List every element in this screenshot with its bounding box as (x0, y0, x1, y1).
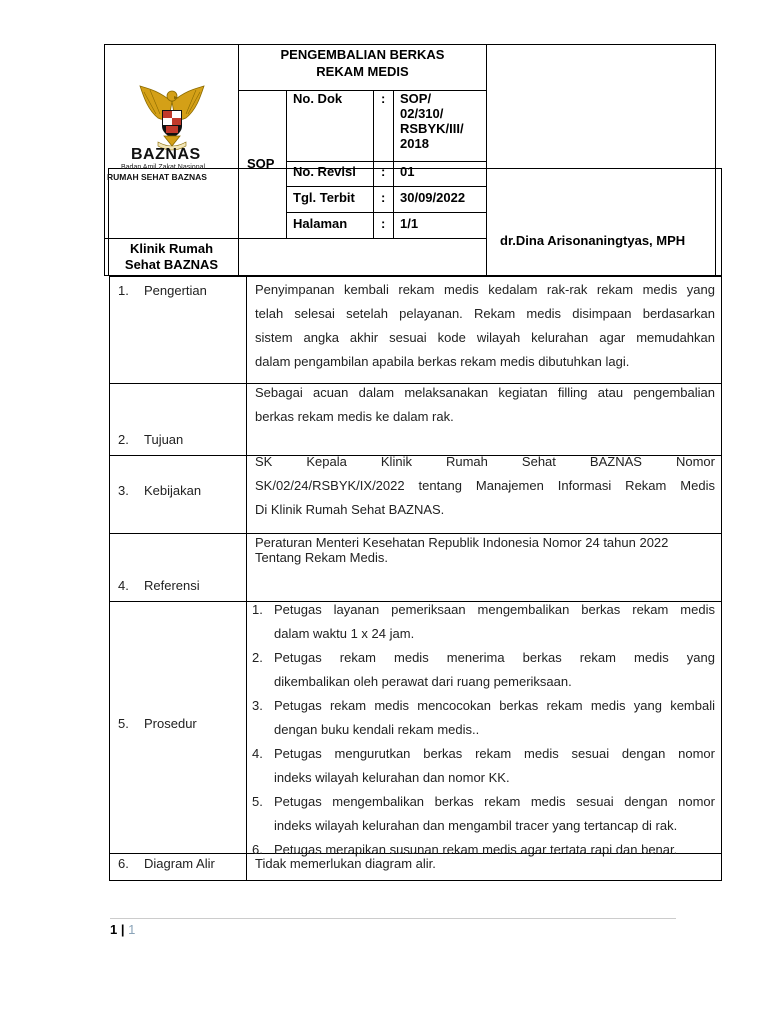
text-line: berkas rekam medis ke dalam rak. (255, 409, 454, 424)
field-label-tgl-terbit: Tgl. Terbit (293, 190, 355, 205)
step-number: 2. (252, 650, 263, 665)
text-line: dalam pengambilan apabila berkas rekam medis dibutuhkan lagi. (255, 354, 630, 369)
text-line: telah selesai setelah pelayanan. Rekam medis disimpaan berdasarkan (255, 306, 715, 321)
field-label-halaman: Halaman (293, 216, 348, 231)
section-number: 4. (118, 578, 129, 593)
step-number: 5. (252, 794, 263, 809)
table-column-divider (246, 276, 247, 881)
text-line: Tentang Rekam Medis. (255, 550, 388, 565)
field-value-tgl-terbit: 30/09/2022 (400, 190, 466, 205)
list-item (248, 598, 715, 646)
signatory-name: dr.Dina Arisonaningtyas, MPH (500, 233, 686, 248)
clinic-name-line: Klinik Rumah (129, 241, 214, 256)
header-divider (286, 161, 487, 162)
table-row-divider (109, 533, 722, 534)
text-line: Petugas rekam medis menerima berkas rekam medis yang (274, 650, 715, 665)
section-label: Tujuan (144, 432, 184, 447)
section-text-tujuan (255, 381, 715, 429)
text-line: Peraturan Menteri Kesehatan Republik Indonesia Nomor 24 tahun 2022 (255, 535, 669, 550)
list-item (248, 694, 715, 742)
field-label-no-revisi: No. Revisi (293, 164, 356, 179)
org-unit: RUMAH SEHAT BAZNAS (107, 172, 207, 182)
text-line: Petugas merapikan susunan rekam medis agar tertata rapi dan benar. (274, 842, 678, 857)
section-text-referensi (255, 535, 715, 565)
field-value-line: 02/310/ (400, 106, 444, 121)
field-value-line: SOP/ (400, 91, 432, 106)
step-number: 3. (252, 698, 263, 713)
text-line: Petugas rekam medis mencocokan berkas rekam medis yang kembali (274, 698, 715, 713)
document-title (239, 46, 486, 80)
page-number (110, 922, 135, 937)
page-total: 1 (128, 922, 136, 937)
section-number: 3. (118, 483, 129, 498)
text-line: sistem angka akhir sesuai kode wilayah kelurahan agar memudahkan (255, 330, 715, 345)
field-value-halaman: 1/1 (400, 216, 419, 231)
page-current: 1 (110, 922, 118, 937)
org-subtitle: Badan Amil Zakat Nasional (121, 164, 206, 171)
org-name: BAZNAS (131, 146, 201, 163)
section-number: 6. (118, 856, 129, 871)
section-label: Pengertian (144, 283, 207, 298)
footer-divider (110, 918, 676, 919)
text-line: Petugas layanan pemeriksaan mengembalikan berkas rekam medis (274, 602, 715, 617)
field-sep: : (381, 91, 386, 106)
field-value-line: RSBYK/III/ (400, 121, 464, 136)
procedure-steps (248, 598, 715, 862)
section-number: 1. (118, 283, 129, 298)
text-line: Petugas mengurutkan berkas rekam medis sesuai dengan nomor (274, 746, 715, 761)
text-line: indeks wilayah kelurahan dan mengambil tracer yang tertancap di rak. (274, 818, 678, 833)
step-number: 4. (252, 746, 263, 761)
section-label: Diagram Alir (144, 856, 215, 871)
field-sep: : (381, 164, 386, 179)
sop-label: SOP (247, 156, 275, 171)
field-value-line: 2018 (400, 136, 429, 151)
field-sep: : (381, 190, 386, 205)
section-label: Prosedur (144, 716, 197, 731)
list-item (248, 742, 715, 790)
title-line: REKAM MEDIS (316, 64, 409, 79)
garuda-emblem-logo (136, 84, 208, 154)
field-value-no-dok (400, 91, 464, 151)
text-line: SK/02/24/RSBYK/IX/2022 tentang Manajemen Informasi Rekam Medis (255, 478, 715, 493)
list-item (248, 790, 715, 838)
page-separator: | (120, 922, 125, 937)
text-line: Petugas mengembalikan berkas rekam medis sesuai dengan nomor (274, 794, 715, 809)
section-text-pengertian (255, 278, 715, 374)
text-line: dalam waktu 1 x 24 jam. (274, 626, 415, 641)
text-line: indeks wilayah kelurahan dan nomor KK. (274, 770, 510, 785)
clinic-name (105, 241, 238, 273)
step-number: 6. (252, 842, 263, 857)
section-text-diagram-alir: Tidak memerlukan diagram alir. (255, 856, 436, 871)
text-line: dengan buku kendali rekam medis.. (274, 722, 480, 737)
clinic-name-line: Sehat BAZNAS (124, 257, 219, 272)
field-value-no-revisi: 01 (400, 164, 415, 179)
section-label: Kebijakan (144, 483, 202, 498)
text-line: Sebagai acuan dalam melaksanakan kegiatan filling atau pengembalian (255, 385, 715, 400)
section-label: Referensi (144, 578, 200, 593)
text-line: Di Klinik Rumah Sehat BAZNAS. (255, 502, 445, 517)
text-line: Penyimpanan kembali rekam medis kedalam rak-rak rekam medis yang (255, 282, 715, 297)
section-number: 2. (118, 432, 129, 447)
title-line: PENGEMBALIAN BERKAS (280, 47, 445, 62)
text-line: dikembalikan oleh perawat dari ruang pemeriksaan. (274, 674, 572, 689)
step-number: 1. (252, 602, 263, 617)
section-text-kebijakan (255, 450, 715, 522)
field-sep: : (381, 216, 386, 231)
text-line: SK Kepala Klinik Rumah Sehat BAZNAS Nomor (255, 454, 715, 469)
field-label-no-dok: No. Dok (293, 91, 343, 106)
section-number: 5. (118, 716, 129, 731)
list-item (248, 646, 715, 694)
